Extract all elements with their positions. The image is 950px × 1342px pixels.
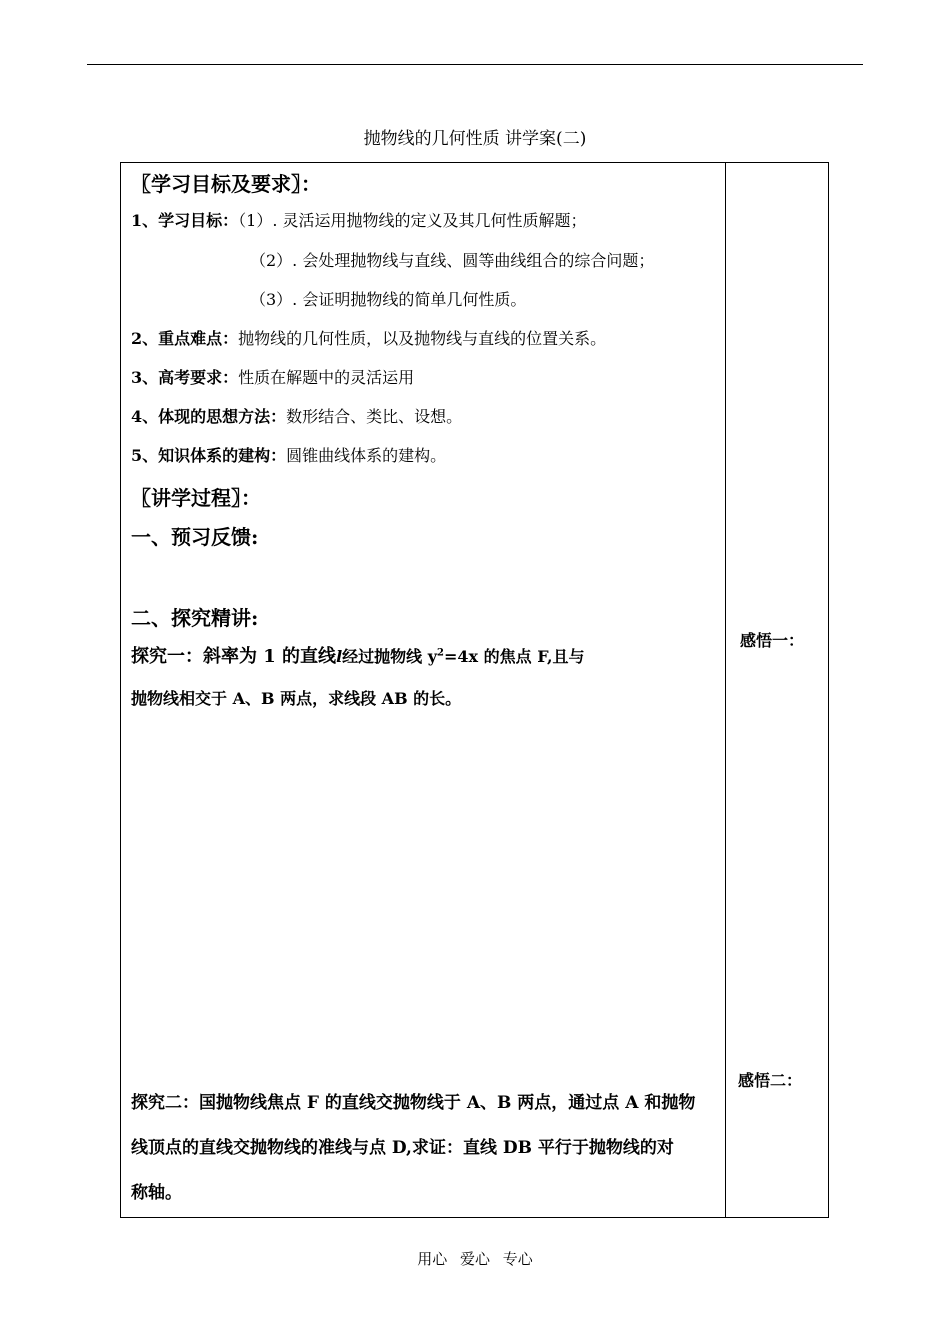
- goal-2-text: （2）. 会处理抛物线与直线、圆等曲线组合的综合问题；: [250, 251, 655, 270]
- process-heading: 〖讲学过程〗：: [131, 486, 261, 510]
- goal-1-text: （1）. 灵活运用抛物线的定义及其几何性质解题；: [238, 211, 587, 230]
- method-text: 数形结合、类比、设想。: [286, 407, 463, 426]
- exponent: 2: [437, 647, 444, 659]
- exam-label: 3、高考要求：: [131, 368, 239, 387]
- method-item: [131, 404, 462, 427]
- goal-3-text: （3）. 会证明抛物线的简单几何性质。: [250, 290, 527, 309]
- page-footer: 用心 爱心 专心: [417, 1250, 533, 1268]
- method-label: 4、体现的思想方法：: [131, 407, 287, 426]
- exam-text: 性质在解题中的灵活运用: [238, 368, 415, 387]
- key-item: [131, 326, 606, 349]
- problem-2-line-1: 探究二：国抛物线焦点 F 的直线交抛物线于 A、B 两点，通过点 A 和抛物: [131, 1093, 696, 1113]
- page-title: 抛物线的几何性质 讲学案(二): [363, 129, 587, 149]
- key-text: 抛物线的几何性质，以及抛物线与直线的位置关系。: [238, 329, 607, 348]
- problem-2-line-2: 线顶点的直线交抛物线的准线与点 D,求证：直线 DB 平行于抛物线的对: [131, 1138, 674, 1158]
- goal-item: [131, 208, 587, 231]
- problem-1-line-2: 抛物线相交于 A、B 两点，求线段 AB 的长。: [131, 689, 462, 708]
- column-divider: [725, 162, 726, 1218]
- preview-heading: 一、预习反馈:: [131, 525, 259, 549]
- system-label: 5、知识体系的建构：: [131, 446, 287, 465]
- insight-1-label: 感悟一：: [740, 631, 805, 650]
- goal-label: 1、学习目标：: [131, 211, 239, 230]
- exam-item: [131, 365, 414, 388]
- insight-2-label: 感悟二：: [738, 1071, 803, 1090]
- problem-1-mid: 经过抛物线 y: [342, 647, 438, 666]
- system-text: 圆锥曲线体系的建构。: [286, 446, 447, 465]
- problem-1-line-1: [131, 642, 585, 668]
- problem-2-line-3: 称轴。: [131, 1183, 182, 1203]
- explore-heading: 二、探究精讲:: [131, 606, 259, 630]
- problem-1-post: =4x 的焦点 F,且与: [443, 647, 585, 666]
- system-item: [131, 443, 446, 466]
- header-rule: [87, 64, 863, 65]
- problem-1-lead: 探究一：斜率为 1 的直线: [131, 646, 337, 667]
- key-label: 2、重点难点：: [131, 329, 239, 348]
- goals-heading: 〖学习目标及要求〗：: [131, 172, 321, 196]
- line-symbol: l: [336, 647, 343, 666]
